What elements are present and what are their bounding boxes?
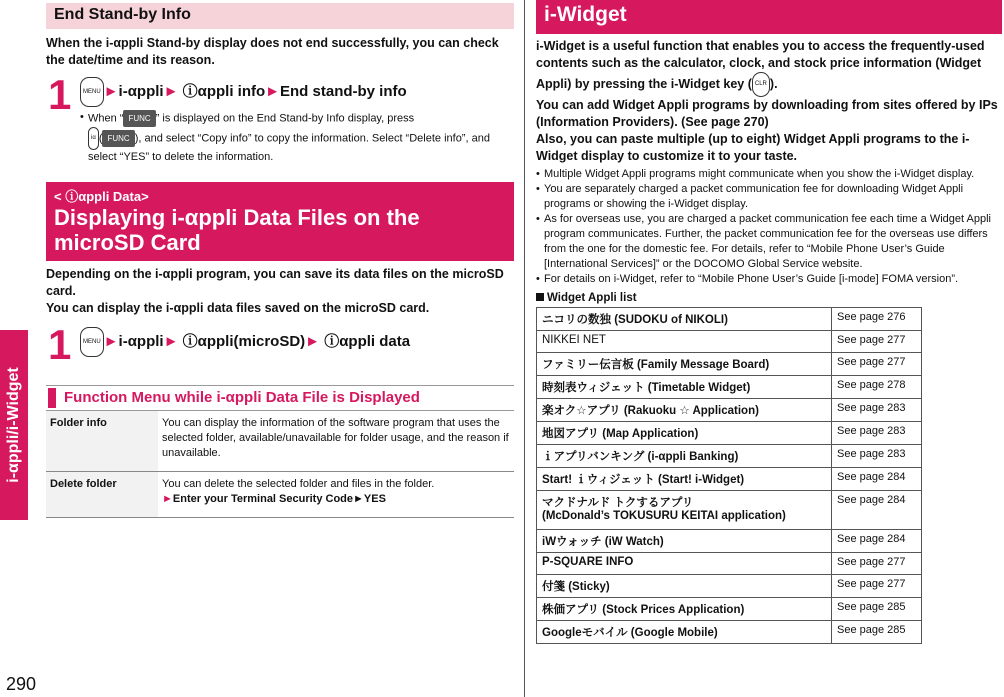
data-section-title: Displaying i-αppli Data Files on the microSD Card [54,205,420,255]
step-item: ⓘαppli info [182,82,266,100]
function-description: You can display the information of the software program that uses the selected folder, available/unavailable for folder usage, and the reason if unavailable. [158,411,514,472]
data-section-step: 1 MENU ►i-αppli► ⓘαppli(microSD)► ⓘαppli data [48,321,411,368]
i-widget-notes [536,167,1002,287]
step-item: i-αppli [118,82,164,100]
func-icon: FUNC [102,130,134,147]
table-row: 付箋 (Sticky) See page 277 [537,575,922,598]
step-item: ⓘαppli(microSD) [182,332,306,350]
data-section-intro: Depending on the i-αppli program, you can save its data files on the microSD card. You can display the i-αppli data files saved on the microSD card. [46,267,504,315]
table-row: Start! ｉウィジェット (Start! i-Widget) See page 284 [537,468,922,491]
column-divider [524,0,525,697]
table-row: ファミリー伝言板 (Family Message Board) See page 277 [537,353,922,376]
i-widget-intro: i-Widget is a useful function that enables you to access the frequently-used contents such as the calculator, clock, and stock price information (Widget Appli) by pressing the i-Widget key ( CLR ). You can add Widget Appli programs by downloading from sites offered by IPs (Information Providers). (See page 270) Also, you can paste multiple (up to eight) Widget Appli programs to the i-Widget display to customize it to your taste. [536,39,998,163]
end-standby-heading: End Stand-by Info [46,3,514,29]
func-icon: FUNC [123,110,155,127]
function-menu-table [46,411,514,518]
list-item: • As for overseas use, you are charged a packet communication fee each time a Widget Appli program communicates. Further, the packet communication fee for the overseas use differs from the one for the domestic fee. For details, refer to “Mobile Phone User’s Guide [International Services]” or the DOCOMO Global Service website. [536,212,1002,272]
list-item: • You are separately charged a packet communication fee for downloading Widget Appli programs or showing the i-Widget display. [536,182,1002,212]
list-item: • For details on i-Widget, refer to “Mobile Phone User’s Guide [i-mode] FOMA version”. [536,272,1002,287]
table-row: 地図アプリ (Map Application) See page 283 [537,422,922,445]
table-row: 時刻表ウィジェット (Timetable Widget) See page 278 [537,376,922,399]
menu-key-icon: MENU [80,77,104,107]
table-row: P-SQUARE INFO See page 277 [537,553,922,575]
table-row: ニコリの数独 (SUDOKU of NIKOLI) See page 276 [537,308,922,331]
table-row [46,411,514,472]
table-row: ｉアプリバンキング (i-αppli Banking) See page 283 [537,445,922,468]
end-standby-note: • When “ FUNC ” is displayed on the End Stand-by Info display, press iα ( FUNC ), and select “Copy info” to copy the information. Select “Delete info”, and select “YES” to delete the information. [80,110,514,165]
function-label: Folder info [46,411,158,472]
side-tab-label: i-αppli/i-Widget [5,367,22,483]
menu-key-icon: MENU [80,327,104,357]
end-standby-intro: When the i-αppli Stand-by display does not end successfully, you can check the date/time and its reason. [46,36,499,67]
end-standby-step: 1 MENU ►i-αppli► ⓘαppli info►End stand-by info • When “ FUNC ” is displayed on the End Stand-by Info display, press iα ( FUNC ), and select “Copy info” to copy the information. Select “Delete info”, and select “YES” to delete the information. [46,77,514,165]
function-menu-heading: Function Menu while i-αppli Data File is Displayed [46,385,514,411]
function-description: You can delete the selected folder and files in the folder. ►Enter your Terminal Security Code►YES [158,472,514,518]
function-label: Delete folder [46,472,158,518]
table-row: マクドナルド トクするアプリ (McDonald’s TOKUSURU KEITAI application) See page 284 [537,491,922,530]
table-row: 株価アプリ (Stock Prices Application) See page 285 [537,598,922,621]
step-item: i-αppli [118,332,164,350]
page-number: 290 [6,674,37,694]
right-column [536,0,1002,644]
table-row [46,472,514,518]
table-row: 楽オク☆アプリ (Rakuoku ☆ Application) See page 283 [537,399,922,422]
data-section-title-block [46,182,514,261]
left-column [46,0,514,518]
step-item: End stand-by info [280,82,407,100]
step-item: ⓘαppli data [324,332,411,350]
clr-key-icon: CLR [752,72,770,97]
list-item: • Multiple Widget Appli programs might communicate when you show the i-Widget display. [536,167,1002,182]
table-row: NIKKEI NET See page 277 [537,331,922,353]
square-bullet-icon [536,293,544,301]
step-number: 1 [48,321,72,368]
table-row: Googleモバイル (Google Mobile) See page 285 [537,621,922,644]
i-appli-key-icon: iα [88,127,99,150]
widget-appli-table [536,307,922,644]
table-row: iWウォッチ (iW Watch) See page 284 [537,530,922,553]
section-side-tab [0,330,28,520]
data-section-subtitle: < ⓘαppli Data> [54,189,149,204]
widget-list-heading: Widget Appli list [536,292,1002,304]
step-number: 1 [48,71,72,118]
i-widget-title: i-Widget [536,0,1002,34]
